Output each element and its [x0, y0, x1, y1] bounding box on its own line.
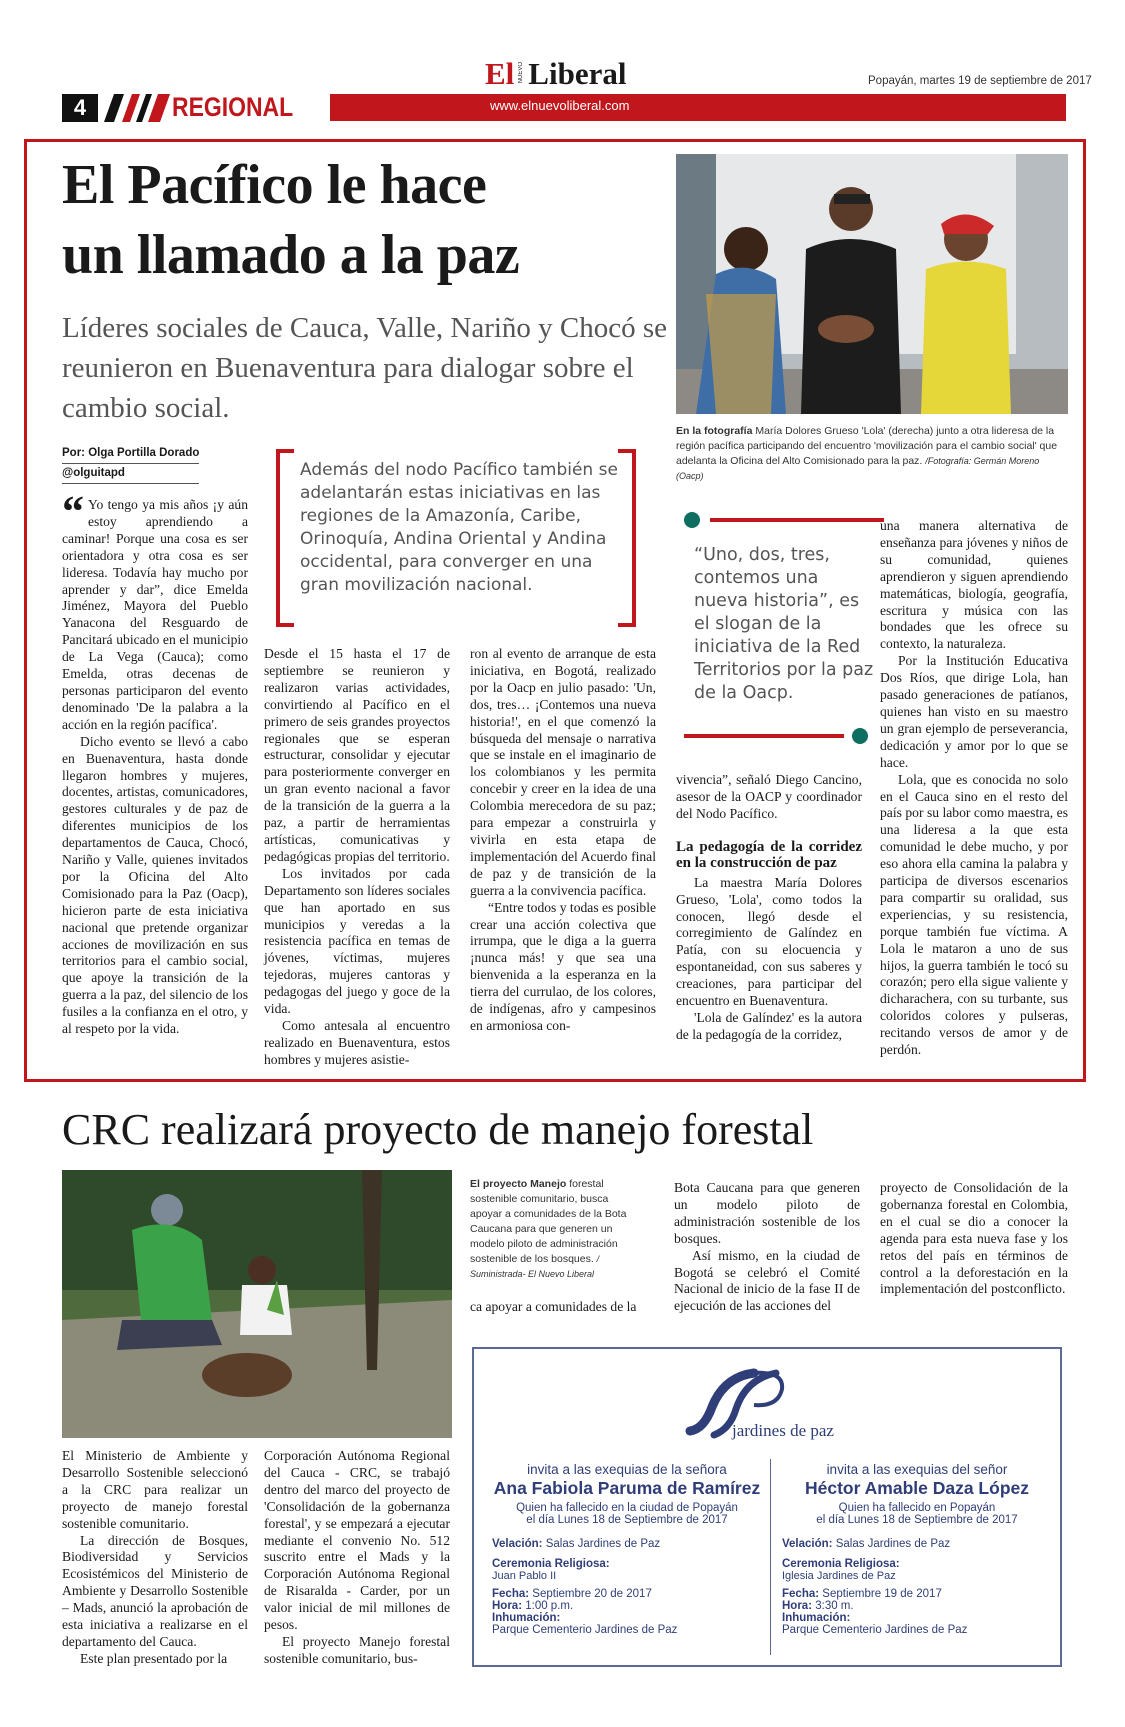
article2-column-1	[62, 1448, 248, 1668]
paragraph: Este plan presentado por la	[80, 1650, 228, 1666]
paragraph: Lola, que es conocida no solo en el Cauca sino en el resto del país por su labor como maestra, es una lideresa a la que esta comunidad le debe mucho, y por eso ahora ella camina la palabra y participa de diversos escenarios para compartir su oralidad, sus experiencias, y su resistencia, porque también fue víctima. A Lola le mataron a uno de sus hijos, la guerra también le tocó su corazón; pero ella sigue valiente y dicharachera, con su turbante, sus coloridos colores y pulseras, recitando versos de amor y de perdón.	[880, 771, 1068, 1058]
died-line-2: el día Lunes 18 de Septiembre de 2017	[816, 1514, 1018, 1526]
deceased-name: Ana Fabiola Paruma de Ramírez	[493, 1478, 761, 1498]
velacion-row: Velación: Salas Jardines de Paz	[782, 1538, 951, 1550]
article-column-3	[470, 646, 656, 1035]
inhumacion-value: Parque Cementerio Jardines de Paz	[782, 1624, 968, 1636]
headline-line-1: El Pacífico le hace	[62, 154, 487, 216]
paragraph: proyecto de Consolidación de la gobernanza forestal en Colombia, en el cual se dio a conocer la agenda para esta nueva fase y los retos del país en términos de control a la deforestación en la implementación del postconflicto.	[880, 1180, 1068, 1297]
article2-photo-caption	[470, 1177, 636, 1282]
article-headline	[62, 150, 662, 290]
open-quote-icon: “	[62, 487, 84, 536]
author: Por: Olga Portilla Dorado	[62, 444, 199, 464]
paragraph: Desde el 15 hasta el 17 de septiembre se reunieron y realizaron varias actividades, convirtiendo al Pacífico en el primero de seis grandes proyectos regionales que se esperan estructurar, consolidar y ejecutar para posteriormente converger en un gran evento nacional a favor de la transición de la guerra a la paz, a partir de herramientas artísticas, comunicativas y pedagógicas propias del territorio.	[264, 646, 450, 864]
article-subtitle: Líderes sociales de Cauca, Valle, Nariño y Chocó se reunieron en Buenaventura para dialogar sobre el cambio social.	[62, 312, 668, 424]
obituary-right	[782, 1462, 1052, 1636]
hora-row: Hora: 3:30 m.	[782, 1600, 854, 1612]
paragraph: Como antesala al encuentro realizado en Buenaventura, estos hombres y mujeres asistie-	[264, 1017, 450, 1067]
ad-divider	[770, 1459, 771, 1655]
deceased-name: Héctor Amable Daza López	[805, 1478, 1029, 1498]
masthead-logo	[485, 56, 626, 94]
ceremonia-label: Ceremonia Religiosa:	[492, 1558, 610, 1570]
logo-el: El	[485, 56, 515, 91]
died-line-1: Quien ha fallecido en la ciudad de Popayán	[516, 1502, 738, 1514]
caption-lead: En la fotografía	[676, 425, 753, 437]
inhumacion-value: Parque Cementerio Jardines de Paz	[492, 1624, 678, 1636]
invite-text: invita a las exequias de la señora	[527, 1462, 727, 1477]
header-bar	[330, 94, 1066, 121]
invite-text: invita a las exequias del señor	[826, 1462, 1008, 1477]
pull-quote	[276, 449, 636, 627]
page-number: 4	[62, 94, 98, 122]
pull-quote-text: Además del nodo Pacífico también se adelantarán estas iniciativas en las regiones de la Amazonía, Caribe, Orinoquía, Andina Oriental y Andina occidental, para converger en una gran movilización nacional.	[300, 460, 618, 595]
site-url[interactable]: www.elnuevoliberal.com	[490, 98, 630, 113]
article-column-5	[880, 518, 1068, 1059]
paragraph: La maestra María Dolores Grueso, 'Lola', como todos la conocen, llegó desde el corregimiento de Galíndez en Patía, con su elocuencia y espontaneidad, con sus saberes y creaciones, para participar del encuentro en Buenaventura.	[676, 874, 862, 1009]
photo-credit: /Fotografía: Germán Moreno (Oacp)	[676, 456, 1040, 481]
caption-text: forestal sostenible comunitario, busca apoyar a comunidades de la Bota Caucana para que generen un modelo piloto de administración sostenible de los bosques.	[470, 1178, 627, 1265]
paragraph: vivencia”, señaló Diego Cancino, asesor de la OACP y coordinador del Nodo Pacífico.	[676, 772, 862, 821]
paragraph: Así mismo, en la ciudad de Bogotá se celebró el Comité Nacional de inicio de la fase II de ejecución de las acciones del	[674, 1247, 860, 1314]
section-title: REGIONAL	[172, 92, 294, 122]
obituary-ad	[472, 1347, 1062, 1667]
headline-line-2: un llamado a la paz	[62, 224, 520, 286]
subheading: La pedagogía de la corridez en la construcción de paz	[676, 838, 862, 871]
section-stripes-icon	[100, 94, 170, 122]
logo-liberal: Liberal	[528, 56, 627, 91]
caption-credit: / Suministrada- El Nuevo Liberal	[470, 1254, 600, 1279]
caption-lead: El proyecto Manejo	[470, 1178, 567, 1190]
paragraph: 'Lola de Galíndez' es la autora de la pedagogía de la corridez,	[676, 1009, 862, 1042]
died-line-2: el día Lunes 18 de Septiembre de 2017	[526, 1514, 728, 1526]
hora-row: Hora: 1:00 p.m.	[492, 1600, 574, 1612]
fecha-row: Fecha: Septiembre 20 de 2017	[492, 1588, 652, 1600]
paragraph: Corporación Autónoma Regional del Cauca - CRC, se trabajó dentro del marco del proyecto de 'Consolidación de la gobernanza forestal', y se empezará a ejecutar mediante el convenio No. 512 suscrito entre el Mads y la Corporación Autónoma Regional de Risaralda - Carder, por un valor inicial de mil millones de pesos.	[264, 1448, 450, 1633]
died-line-1: Quien ha fallecido en Popayán	[838, 1502, 996, 1514]
ceremonia-value: Juan Pablo II	[492, 1570, 557, 1582]
caption-text: María Dolores Grueso 'Lola' (derecha) junto a otra lideresa de la región pacífica participando del encuentro 'movilización para el cambio social' que adelanta la Oficina del Alto Comisionado para la paz.	[676, 425, 1058, 467]
paragraph: una manera alternativa de enseñanza para jóvenes y niños de su comunidad, quienes aprendieron y siguen aprendiendo matemáticas, biología, geografía, escritura y música con las bondades que les ofrece su contexto, la naturaleza.	[880, 518, 1068, 652]
inhumacion-label: Inhumación:	[782, 1612, 851, 1624]
slogan-quote-text: “Uno, dos, tres, contemos una nueva historia”, es el slogan de la iniciativa de la Red Territorios por la paz de la Oacp.	[694, 545, 874, 703]
paragraph: “Entre todos y todas es posible crear una acción colectiva que irrumpa, que le diga a la guerra ¡nunca más! y que sea una bienvenida a la esperanza en la tierra del currulao, de los colores, de indígenas, afro y campesinos en armoniosa con-	[470, 899, 657, 1033]
inhumacion-label: Inhumación:	[492, 1612, 561, 1624]
paragraph: La dirección de Bosques, Biodiversidad y Servicios Ecosistémicos del Ministerio de Ambiente y Desarrollo Sostenible – Mads, anunció la aprobación de esta iniciativa a realizarse en el departamento del Cauca.	[62, 1532, 248, 1649]
ceremonia-value: Iglesia Jardines de Paz	[782, 1570, 896, 1582]
dateline: Popayán, martes 19 de septiembre de 2017	[868, 75, 1092, 87]
paragraph: El Ministerio de Ambiente y Desarrollo Sostenible seleccionó a la CRC para realizar un proyecto de manejo forestal sostenible comunitario.	[62, 1448, 248, 1531]
paragraph: “ Yo tengo ya mis años ¡y aún estoy aprendiendo a caminar! Porque una cosa es ser orientadora y otra cosa es ser lideresa. Todavía hay mucho por aprender y dar”, dice Emelda Jiménez, Mayora del Pueblo Yanacona del Resguardo de Pancitará ubicado en el municipio de La Vega (Cauca); como Emelda, otras decenas de personas participaron del evento denominado 'De la palabra a la acción en la región pacífica'.	[62, 487, 248, 732]
obituary-left	[492, 1462, 762, 1636]
logo-nuevo: NUEVO	[518, 62, 525, 84]
article2-column-4	[674, 1180, 860, 1315]
article2-column-3	[470, 1299, 656, 1316]
article2-headline: CRC realizará proyecto de manejo forestal	[62, 1105, 814, 1154]
fecha-row: Fecha: Septiembre 19 de 2017	[782, 1588, 942, 1600]
article2-column-5	[880, 1180, 1068, 1298]
photo-caption	[676, 424, 1068, 484]
slogan-quote	[684, 512, 884, 744]
article2-column-2	[264, 1448, 450, 1668]
paragraph: Por la Institución Educativa Dos Ríos, que dirige Lola, han pasado generaciones de patíanos, quienes han visto en su maestro un gran ejemplo de perseverancia, dedicación y amor por lo que se hace.	[880, 653, 1068, 770]
paragraph: Bota Caucana para que generen un modelo piloto de administración sostenible de los bosques.	[674, 1180, 860, 1246]
byline	[62, 444, 199, 484]
paragraph: Dicho evento se llevó a cabo en Buenaventura, hasta donde llegaron hombres y mujeres, docentes, artistas, comunicadores, gestores culturales y de paz de diferentes municipios de los departamentos de Cauca, Chocó, Nariño y Valle, quienes invitados por la Oficina del Alto Comisionado para la Paz (Oacp), hicieron parte de esta iniciativa nacional que pretende organizar acciones de movilización en sus territorios para el cambio social, que apoye la transición de la guerra a la paz, del silencio de los fusiles a la confianza en el otro, y al respeto por la vida.	[62, 733, 248, 1037]
article-column-2	[264, 646, 450, 1069]
article-column-4	[676, 772, 862, 1044]
velacion-row: Velación: Salas Jardines de Paz	[492, 1538, 661, 1550]
ceremonia-label: Ceremonia Religiosa:	[782, 1558, 900, 1570]
author-handle[interactable]: @olguitapd	[62, 464, 199, 484]
paragraph: Los invitados por cada Departamento son líderes sociales que han aportado en sus municipios y veredas a la resistencia pacífica en temas de jóvenes, víctimas, mujeres tejedoras, mujeres cantoras y pedagogas del juego y goce de la vida.	[264, 865, 450, 1017]
article-photo	[676, 154, 1068, 414]
article-column-1	[62, 487, 248, 1038]
paragraph: ron al evento de arranque de esta iniciativa, en Bogotá, realizado por la Oacp en julio pasado: 'Un, dos, tres… ¡Contemos una nueva historia!', en el que comenzó la búsqueda del mensaje o narrativa que se instale en el imaginario de los colombianos y les permita concebir y creer en la idea de una Colombia merecedora de su paz; para empezar a construirla y vivirla en esta etapa de implementación del Acuerdo final de paz y de transición de la guerra a la convivencia pacífica.	[470, 646, 656, 898]
brand-name: jardines de paz	[732, 1421, 834, 1440]
paragraph: ca apoyar a comunidades de la	[470, 1299, 637, 1314]
paragraph: El proyecto Manejo forestal sostenible comunitario, bus-	[264, 1633, 450, 1666]
article2-photo	[62, 1170, 452, 1438]
